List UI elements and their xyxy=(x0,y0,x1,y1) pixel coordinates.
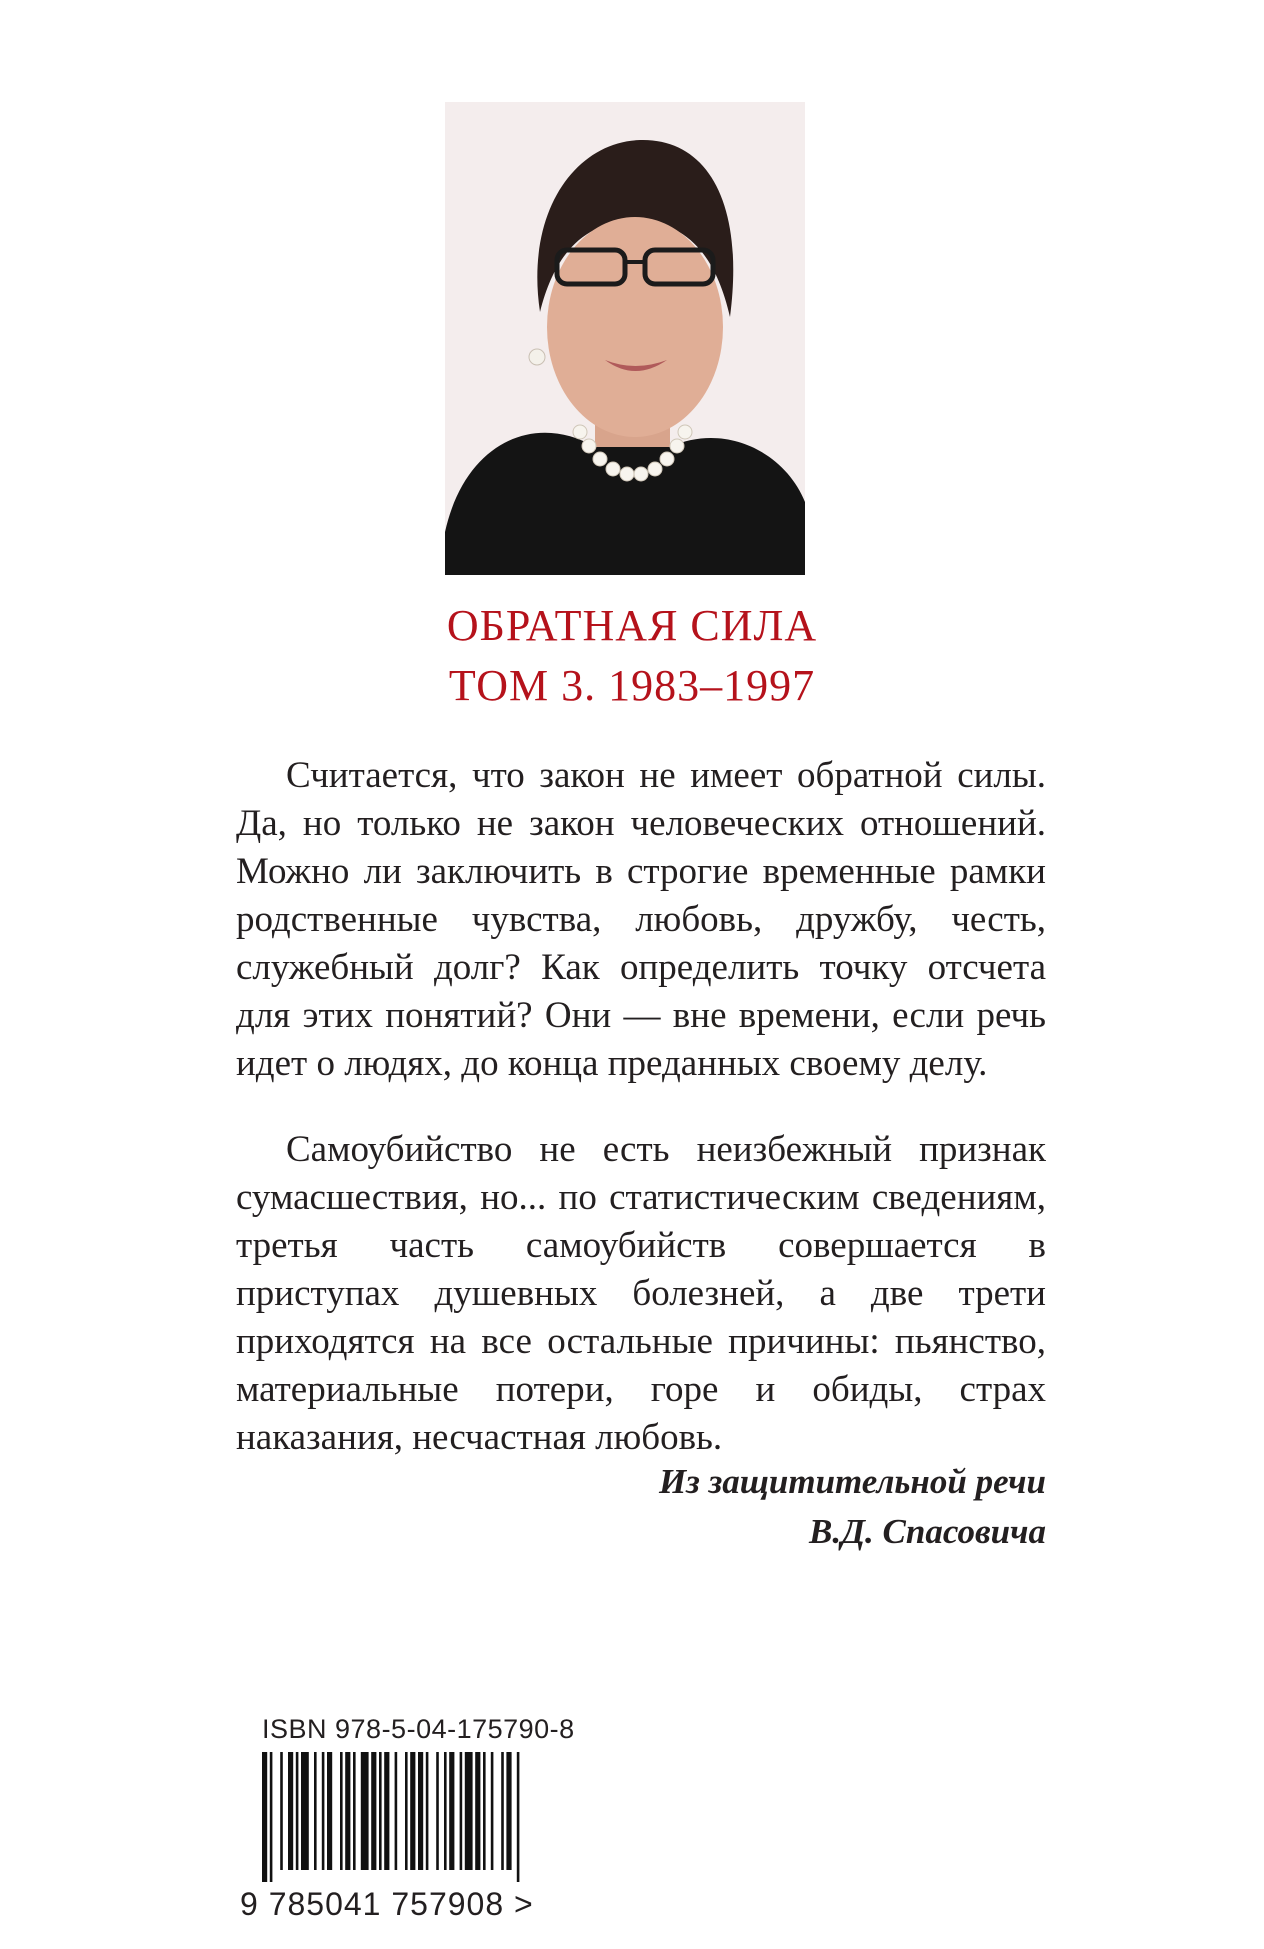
barcode-bar xyxy=(444,1752,447,1870)
barcode-bar xyxy=(379,1752,382,1870)
barcode-bar xyxy=(322,1752,325,1870)
author-photo xyxy=(445,102,805,575)
barcode-bar xyxy=(460,1752,463,1870)
barcode-bar xyxy=(270,1752,273,1882)
description-paragraph-2: Самоубийство не есть неизбежный признак сумасшествия, но... по статистическим сведениям, третья часть самоубийств совершается в приступах душевных болезней, а две трети приходятся на все остальные причины: пьянство, материальные потери, горе и обиды, страх наказания, несчастная любовь. xyxy=(236,1129,1046,1458)
barcode-bar xyxy=(405,1752,408,1870)
barcode-bar xyxy=(465,1752,473,1870)
barcode-bar xyxy=(410,1752,415,1870)
barcode-bar xyxy=(517,1752,520,1882)
description-paragraph-1: Считается, что закон не имеет обратной силы. Да, но только не закон человеческих отношений. Можно ли заключить в строгие временные рамки родственные чувства, любовь, дружбу, честь, служебный долг? Как определить точку отсчета для этих понятий? Они — вне времени, если речь идет о людях, до конца преданных своему делу. xyxy=(236,755,1046,1084)
barcode-bar xyxy=(475,1752,480,1870)
barcode-bar xyxy=(491,1752,494,1870)
barcode-bar xyxy=(280,1752,283,1870)
book-volume: ТОМ 3. 1983–1997 xyxy=(448,661,816,710)
barcode-bar xyxy=(296,1752,299,1870)
barcode-bar xyxy=(501,1752,504,1870)
barcode-bar xyxy=(371,1752,376,1870)
barcode-bar xyxy=(301,1752,309,1870)
barcode-bar xyxy=(483,1752,486,1870)
barcode-bar xyxy=(418,1752,423,1870)
barcode-digits: 9 785041 757908 > xyxy=(240,1886,534,1922)
barcode-bar xyxy=(384,1752,389,1870)
barcode-bar xyxy=(361,1752,369,1870)
barcode-bar xyxy=(506,1752,511,1870)
barcode-bar xyxy=(345,1752,350,1870)
barcode-bar xyxy=(340,1752,343,1870)
barcode-bar xyxy=(449,1752,454,1870)
isbn-label: ISBN 978-5-04-175790-8 xyxy=(262,1714,575,1744)
barcode-bar xyxy=(314,1752,317,1870)
barcode-bar xyxy=(327,1752,332,1870)
barcode-bar xyxy=(426,1752,429,1870)
barcode-bar xyxy=(262,1752,267,1882)
quote-source-line-2: В.Д. Спасовича xyxy=(809,1512,1046,1551)
quote-source-line-1: Из защитительной речи xyxy=(658,1462,1046,1501)
book-title: ОБРАТНАЯ СИЛА xyxy=(446,601,818,650)
barcode-bar xyxy=(353,1752,356,1870)
barcode-bar xyxy=(395,1752,398,1870)
barcode-bar xyxy=(436,1752,439,1870)
barcode-bar xyxy=(288,1752,293,1870)
